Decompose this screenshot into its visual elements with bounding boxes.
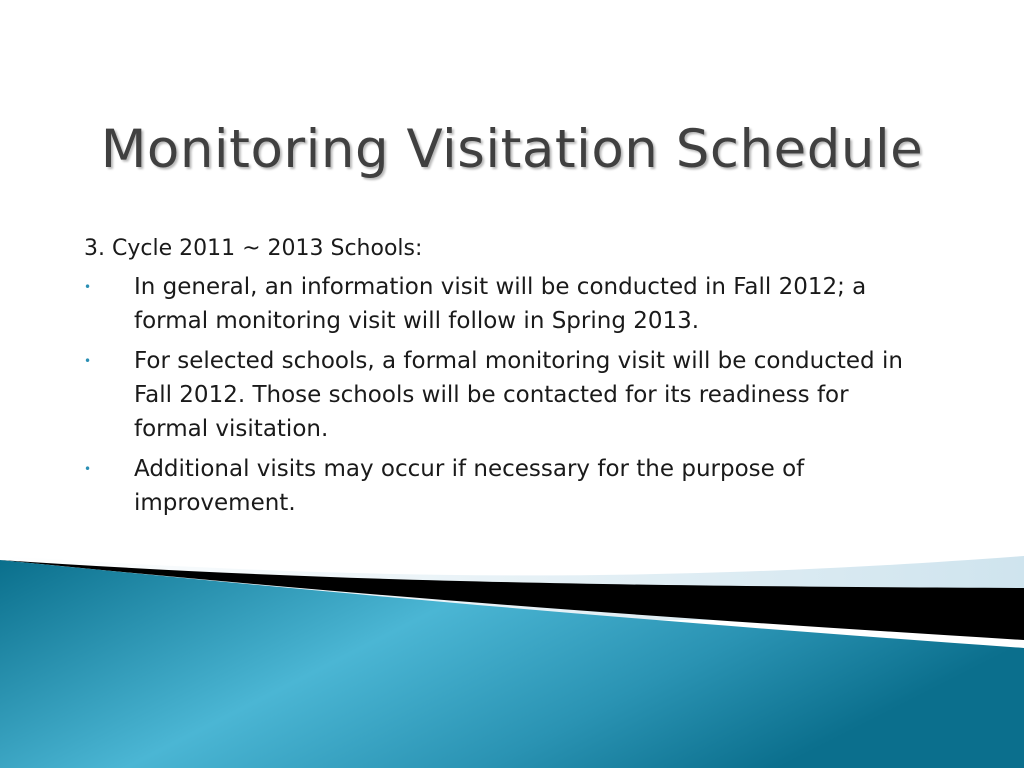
bullet-dot-icon: • — [84, 280, 92, 294]
slide-body — [84, 232, 914, 526]
bullet-item — [84, 344, 914, 446]
bullet-text: For selected schools, a formal monitoring visit will be conducted in Fall 2012. Those schools will be contacted for its readiness for formal visitation. — [134, 348, 903, 442]
slide-title: Monitoring Visitation Schedule — [100, 119, 924, 180]
bullet-item — [84, 452, 914, 520]
intro-line: 3. Cycle 2011 ~ 2013 Schools: — [84, 236, 423, 261]
bullet-item — [84, 270, 914, 338]
bullet-list — [84, 270, 914, 520]
bullet-dot-icon: • — [84, 354, 92, 368]
bullet-text: Additional visits may occur if necessary for the purpose of improvement. — [134, 456, 805, 516]
bullet-text: In general, an information visit will be conducted in Fall 2012; a formal monitoring visit will follow in Spring 2013. — [134, 274, 867, 334]
bullet-dot-icon: • — [84, 462, 92, 476]
